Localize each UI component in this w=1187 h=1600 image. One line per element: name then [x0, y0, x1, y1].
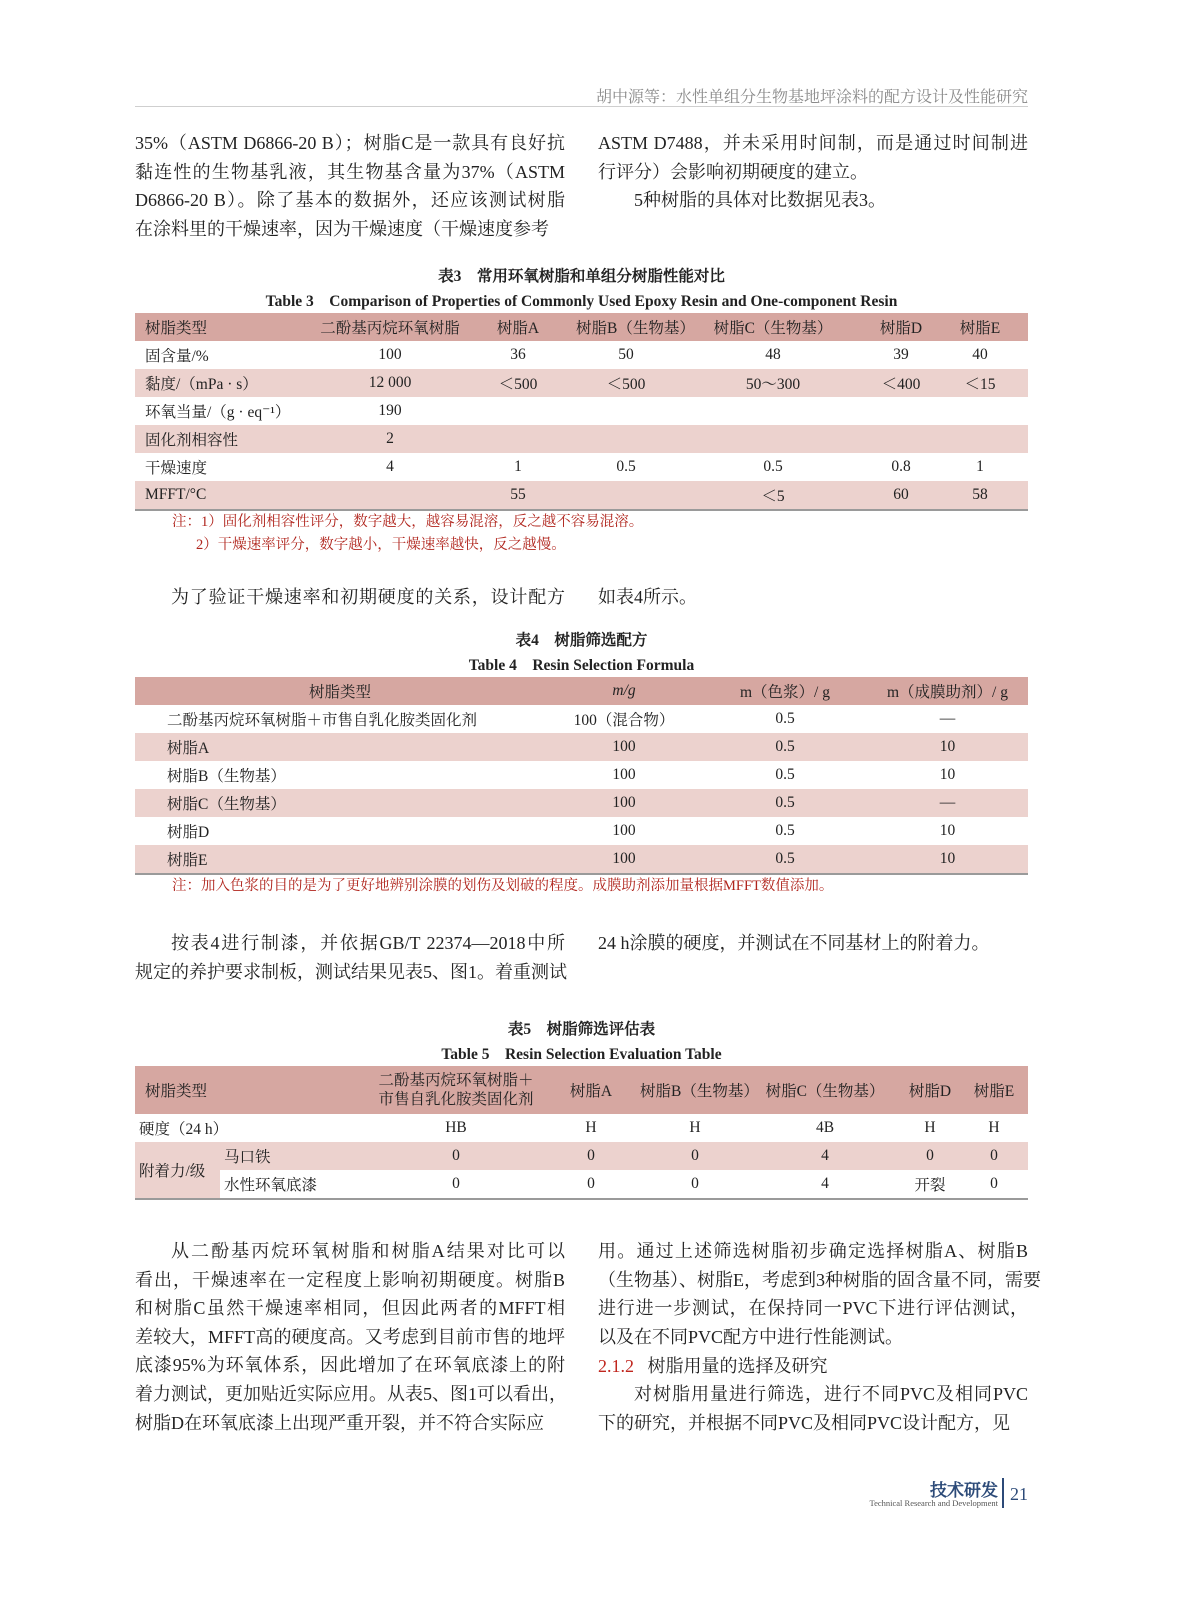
table-cell: 0.5 [775, 710, 795, 727]
row-label: 树脂C（生物基） [167, 796, 286, 813]
table-cell: 48 [765, 346, 781, 363]
table-cell: 50～300 [745, 376, 801, 393]
table-row [135, 1170, 1028, 1199]
header-cell: 树脂D [908, 1083, 952, 1100]
table-header-row [135, 313, 1028, 341]
text-line: 以及在不同PVC配方中进行性能测试。 [598, 1326, 904, 1347]
table-cell: 0 [990, 1147, 998, 1164]
table-cell: ＜400 [881, 376, 921, 393]
text-line: 树脂D在环氧底漆上出现严重开裂，并不符合实际应 [135, 1412, 544, 1433]
text-line: 规定的养护要求制板，测试结果见表5、图1。着重测试 [135, 961, 567, 982]
text-line: 用。通过上述筛选树脂初步确定选择树脂A、树脂B [598, 1241, 1028, 1261]
table3-caption-en: Table 3 Comparison of Properties of Commonly Used Epoxy Resin and One-component Resin [265, 293, 898, 310]
running-title: 胡中源等：水性单组分生物基地坪涂料的配方设计及性能研究 [595, 89, 1028, 106]
table-cell: 0.5 [775, 822, 795, 839]
table3-caption-cn: 表3 常用环氧树脂和单组分树脂性能对比 [438, 268, 725, 285]
table-cell: 39 [893, 346, 909, 363]
table-row [135, 817, 1028, 845]
header-rule [135, 106, 1028, 107]
table-cell: 0.5 [763, 458, 783, 475]
header-cell: 树脂C（生物基） [765, 1083, 885, 1100]
row-label: 树脂E [167, 852, 208, 869]
table-cell: 100 [612, 822, 636, 839]
table-cell [576, 425, 676, 453]
table5-caption-en: Table 5 Resin Selection Evaluation Table [441, 1046, 722, 1063]
row-label: 马口铁 [224, 1149, 271, 1166]
text-line: 24 h涂膜的硬度，并测试在不同基材上的附着力。 [598, 933, 990, 953]
table-cell: — [939, 710, 956, 727]
table-cell: 100 [612, 850, 636, 867]
footer-section-en: Technical Research and Development [869, 1498, 998, 1508]
para3-left [135, 929, 565, 986]
table-cell [576, 481, 676, 510]
text-line: 在涂料里的干燥速率，因为干燥速度（干燥速度参考 [135, 218, 549, 239]
text-line: D6866-20 B）。除了基本的数据外，还应该测试树脂 [135, 190, 565, 211]
table3 [135, 313, 1028, 511]
table3-note-2: 2）干燥速率评分，数字越小，干燥速率越快，反之越慢。 [196, 537, 566, 553]
table-cell: 4 [821, 1147, 829, 1164]
table-row [135, 845, 1028, 874]
table3-note-1: 注：1）固化剂相容性评分，数字越大，越容易混溶，反之越不容易混溶。 [172, 514, 644, 530]
header-cell: 树脂B（生物基） [576, 320, 695, 337]
table-cell: 0 [990, 1175, 998, 1192]
table4-caption-en: Table 4 Resin Selection Formula [468, 657, 695, 674]
row-label: 环氧当量/（g · eq⁻¹） [145, 404, 291, 421]
table-cell: 100 [378, 346, 402, 363]
table-row [135, 1114, 1028, 1142]
text-line: 对树脂用量进行筛选，进行不同PVC及相同PVC [634, 1384, 1028, 1404]
table4 [135, 677, 1028, 875]
table-cell: 0.5 [775, 794, 795, 811]
header-cell: m/g [612, 682, 636, 699]
row-label: 树脂B（生物基） [167, 768, 286, 785]
footer-divider [1002, 1478, 1004, 1508]
row-label: 二酚基丙烷环氧树脂＋市售自乳化胺类固化剂 [167, 712, 478, 729]
para4-left [135, 1237, 565, 1437]
para2-left [135, 583, 565, 612]
table-cell: — [939, 794, 956, 811]
row-label: 树脂D [167, 824, 210, 841]
table-cell: 100 [612, 766, 636, 783]
table-cell: 100 [612, 738, 636, 755]
header-cell-line: 二酚基丙烷环氧树脂＋ [378, 1072, 534, 1089]
text-line: 着力测试，更加贴近实际应用。从表5、图1可以看出， [135, 1383, 567, 1404]
header-cell: 树脂类型 [308, 684, 371, 701]
table-row [135, 425, 1028, 453]
table-cell: ＜500 [498, 376, 538, 393]
text-line: 黏连性的生物基乳液，其生物基含量为37%（ASTM [135, 161, 565, 182]
text-line: 下的研究，并根据不同PVC及相同PVC设计配方，见 [598, 1412, 1011, 1433]
table-cell: 10 [939, 766, 956, 783]
table-cell: 2 [386, 430, 394, 447]
text-line: 按表4进行制漆，并依据GB/T 22374—2018中所 [171, 933, 565, 953]
text-line: 看出，干燥速率在一定程度上影响初期硬度。树脂B [135, 1269, 565, 1290]
table-cell: 55 [510, 486, 526, 503]
row-label: 水性环氧底漆 [224, 1177, 318, 1194]
table-header-row [135, 677, 1028, 705]
text-line: 和树脂C虽然干燥速率相同，但因此两者的MFFT相 [135, 1298, 565, 1319]
para1-right [598, 129, 1028, 215]
table-cell: 58 [972, 486, 988, 503]
row-group-label: 附着力/级 [135, 1142, 220, 1199]
row-label: 黏度/（mPa · s） [145, 376, 258, 393]
table-cell: ＜500 [606, 376, 646, 393]
text-line: （生物基）、树脂E，考虑到3种树脂的固含量不同，需要 [598, 1269, 1041, 1290]
table-header-row [135, 1066, 1028, 1114]
table-cell [576, 397, 676, 425]
row-label: MFFT/°C [145, 486, 207, 503]
text-line: 底漆95%为环氧体系，因此增加了在环氧底漆上的附 [135, 1355, 565, 1376]
table-cell: 0.5 [775, 738, 795, 755]
table-cell: 0 [587, 1175, 595, 1192]
table-cell [870, 397, 932, 425]
table-cell: H [924, 1119, 936, 1136]
row-label: 树脂A [167, 740, 210, 757]
table-cell: 4B [815, 1119, 835, 1136]
table-cell [932, 397, 1028, 425]
table-cell: 开裂 [914, 1177, 946, 1194]
table-cell: ＜15 [964, 376, 996, 393]
table-cell: 4 [821, 1175, 829, 1192]
table-cell: 1 [976, 458, 984, 475]
table-cell [870, 425, 932, 453]
table-row [135, 761, 1028, 789]
text-line: 如表4所示。 [598, 587, 697, 607]
table-cell: 10 [939, 822, 956, 839]
table-cell: 0.5 [616, 458, 636, 475]
table-cell [676, 397, 870, 425]
table-row [135, 1142, 1028, 1170]
header-cell: m（成膜助剂）/ g [887, 684, 1008, 701]
table-cell: 0.5 [775, 850, 795, 867]
page-number: 21 [1010, 1484, 1028, 1504]
header-cell [370, 1066, 542, 1114]
header-cell: 树脂E [959, 320, 1001, 337]
row-label: 固化剂相容性 [145, 432, 239, 449]
table-cell: 0.5 [775, 766, 795, 783]
table-row [135, 341, 1028, 369]
section-heading [598, 1352, 1028, 1381]
section-title: 树脂用量的选择及研究 [647, 1356, 828, 1376]
text-line: 为了验证干燥速率和初期硬度的关系，设计配方 [171, 587, 565, 607]
text-line: 35%（ASTM D6866-20 B）；树脂C是一款具有良好抗 [135, 133, 565, 153]
table-cell: 36 [510, 346, 526, 363]
table-cell [676, 425, 870, 453]
table-row [135, 397, 1028, 425]
table-cell: 100 [612, 794, 636, 811]
para3-right [598, 929, 1028, 958]
table-cell: H [689, 1119, 701, 1136]
table-cell [320, 481, 460, 510]
para1-left [135, 129, 565, 243]
table-cell: 60 [893, 486, 909, 503]
table-cell: 40 [972, 346, 988, 363]
text-line: 5种树脂的具体对比数据见表3。 [634, 190, 886, 211]
table-cell: 0.8 [891, 458, 911, 475]
table-cell: 10 [939, 738, 956, 755]
table4-note: 注：加入色浆的目的是为了更好地辨别涂膜的划伤及划破的程度。成膜助剂添加量根据MFFT数值添加。 [172, 878, 834, 894]
text-line: 进行进一步测试，在保持同一PVC下进行评估测试， [598, 1298, 1028, 1319]
table-cell: HB [445, 1119, 467, 1136]
table-cell: H [585, 1119, 597, 1136]
section-number: 2.1.2 [598, 1356, 634, 1376]
header-cell: 树脂C（生物基） [713, 320, 833, 337]
row-label: 硬度（24 h） [139, 1121, 229, 1138]
para5-right [598, 1380, 1028, 1437]
table-cell [460, 397, 576, 425]
table4-caption-cn: 表4 树脂筛选配方 [515, 632, 648, 649]
table-row [135, 481, 1028, 510]
text-line: 从二酚基丙烷环氧树脂和树脂A结果对比可以 [171, 1241, 565, 1261]
table-cell: 100（混合物） [573, 712, 675, 729]
text-line: 差较大，MFFT高的硬度高。又考虑到目前市售的地坪 [135, 1326, 565, 1347]
table-cell: 0 [691, 1147, 699, 1164]
header-cell: 树脂类型 [145, 320, 208, 337]
table-row [135, 705, 1028, 733]
header-cell: 二酚基丙烷环氧树脂 [320, 320, 460, 337]
table-cell [932, 425, 1028, 453]
header-cell: m（色浆）/ g [740, 684, 830, 701]
table5-caption-cn: 表5 树脂筛选评估表 [507, 1021, 656, 1038]
header-cell: 树脂A [496, 320, 540, 337]
header-cell: 树脂D [879, 320, 923, 337]
header-cell: 树脂E [973, 1083, 1015, 1100]
row-label: 固含量/% [145, 348, 209, 365]
table-cell: 0 [926, 1147, 934, 1164]
table5 [135, 1066, 1028, 1200]
table-cell: 50 [618, 346, 634, 363]
para4-right [598, 1237, 1041, 1351]
table-cell: H [988, 1119, 1000, 1136]
table-cell: 0 [587, 1147, 595, 1164]
table-cell: 0 [452, 1147, 460, 1164]
table-cell: 0 [452, 1175, 460, 1192]
table-cell [460, 425, 576, 453]
header-cell-line: 市售自乳化胺类固化剂 [378, 1091, 534, 1108]
header-cell: 树脂类型 [145, 1083, 208, 1100]
table-cell: 12 000 [368, 374, 412, 391]
para2-right [598, 583, 1028, 612]
header-cell: 树脂B（生物基） [640, 1083, 759, 1100]
row-label: 干燥速度 [145, 460, 208, 477]
table-cell: 1 [514, 458, 522, 475]
table-row [135, 733, 1028, 761]
header-cell: 树脂A [569, 1083, 613, 1100]
table-cell: 4 [386, 458, 394, 475]
table-cell: 10 [939, 850, 956, 867]
table-row [135, 789, 1028, 817]
table-cell: 190 [378, 402, 402, 419]
footer-section-cn: 技术研发 [930, 1481, 998, 1500]
table-row [135, 369, 1028, 397]
text-line: ASTM D7488，并未采用时间制，而是通过时间制进 [598, 133, 1028, 153]
table-row [135, 453, 1028, 481]
table-cell: 0 [691, 1175, 699, 1192]
text-line: 行评分）会影响初期硬度的建立。 [598, 161, 868, 182]
table-cell: ＜5 [761, 488, 785, 505]
